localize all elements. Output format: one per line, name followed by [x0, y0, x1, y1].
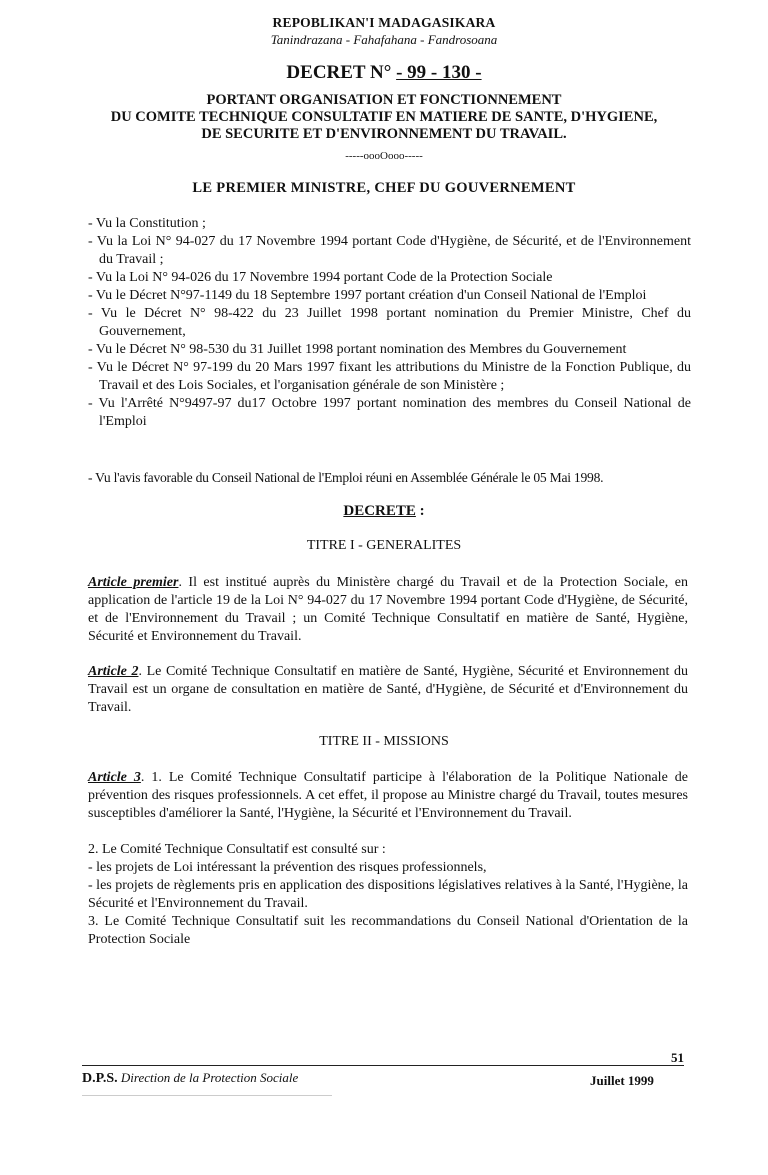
visa-item: - Vu le Décret N° 98-422 du 23 Juillet 1998 portant nomination du Premier Ministre, Chef du Gouvernement,: [88, 306, 691, 339]
decrete-label: DECRETE: [343, 503, 416, 519]
decree-prefix: DECRET N°: [286, 62, 397, 83]
titre-2-heading: TITRE II - MISSIONS: [319, 734, 449, 749]
visa-final: - Vu l'avis favorable du Conseil National de l'Emploi réuni en Assemblée Générale le 05 Mai 1998.: [88, 470, 604, 485]
national-motto: Tanindrazana - Fahafahana - Fandrosoana: [270, 32, 498, 47]
authority-heading: LE PREMIER MINISTRE, CHEF DU GOUVERNEMENT: [192, 180, 576, 196]
article-2-text: . Le Comité Technique Consultatif en matière de Santé, Hygiène, Sécurité et Environnement du Travail est un organe de consultation en matière de Santé, d'Hygiène, de Sécurité et d'Environnement du Travail.: [88, 664, 688, 715]
footer-source: [82, 1070, 298, 1087]
article-2: [88, 663, 688, 717]
footer-faint-rule: [82, 1095, 332, 1096]
visa-item: - Vu la Loi N° 94-027 du 17 Novembre 1994 portant Code d'Hygiène, de Sécurité, et de l'Environnement du Travail ;: [88, 234, 691, 267]
article-1: [88, 574, 688, 646]
decree-subject-line: DU COMITE TECHNIQUE CONSULTATIF EN MATIERE DE SANTE, D'HYGIENE,: [110, 109, 658, 125]
article-3-text: . 1. Le Comité Technique Consultatif participe à l'élaboration de la Politique Nationale de prévention des risques professionnels. A cet effet, il propose au Ministre chargé du Travail, toutes mesures susceptibles d'améliorer la Santé, l'Hygiène, la Sécurité et l'Environnement du Travail.: [88, 770, 688, 821]
visa-item: - Vu la Loi N° 94-026 du 17 Novembre 1994 portant Code de la Protection Sociale: [88, 270, 553, 285]
decree-subject: [60, 92, 708, 143]
decree-subject-line: PORTANT ORGANISATION ET FONCTIONNEMENT: [206, 92, 562, 108]
footer-divider: [82, 1065, 684, 1066]
republic-header: REPOBLIKAN'I MADAGASIKARA: [272, 15, 496, 30]
footer-direction: Direction de la Protection Sociale: [120, 1070, 299, 1085]
decree-subject-line: DE SECURITE ET D'ENVIRONNEMENT DU TRAVAIL.: [201, 126, 567, 142]
decrete-heading: [0, 503, 768, 520]
decree-number: - 99 - 130 -: [396, 62, 482, 83]
article-1-label: Article premier: [88, 575, 179, 590]
article-3-label: Article 3: [88, 770, 141, 785]
article-3-para-2-item: - les projets de Loi intéressant la prévention des risques professionnels,: [88, 860, 487, 875]
article-3-para-2-intro: 2. Le Comité Technique Consultatif est consulté sur :: [88, 842, 386, 857]
decrete-suffix: :: [415, 503, 425, 519]
article-3-para-2-item: - les projets de règlements pris en application des dispositions législatives relatives à la Santé, l'Hygiène, la Sécurité et l'Environnement du Travail.: [88, 878, 688, 911]
page-number: 51: [671, 1050, 684, 1065]
ornament-separator: -----oooOooo-----: [345, 150, 423, 162]
visa-item: - Vu la Constitution ;: [88, 216, 206, 231]
decree-title: [0, 62, 768, 84]
article-3-para-3: 3. Le Comité Technique Consultatif suit les recommandations du Conseil National d'Orientation de la Protection Sociale: [88, 914, 688, 947]
article-3: [88, 769, 688, 823]
visa-item: - Vu l'Arrêté N°9497-97 du17 Octobre 1997 portant nomination des membres du Conseil National de l'Emploi: [88, 396, 691, 429]
visa-item: - Vu le Décret N° 97-199 du 20 Mars 1997 fixant les attributions du Ministre de la Fonction Publique, du Travail et des Lois Sociales, et l'organisation générale de son Ministère ;: [88, 360, 691, 393]
titre-1-heading: TITRE I - GENERALITES: [306, 538, 462, 553]
article-1-text: . Il est institué auprès du Ministère chargé du Travail et de la Protection Sociale, en application de l'article 19 de la Loi N° 94-027 du 17 Novembre 1994 portant Code d'Hygiène, de Sécurité, et de l'Environnement du Travail ; un Comité Technique Consultatif en matière de Santé, Hygiène, Sécurité et Environnement du Travail.: [88, 575, 688, 644]
footer-date: Juillet 1999: [590, 1073, 654, 1088]
article-2-label: Article 2: [88, 664, 139, 679]
visa-list: [88, 215, 691, 431]
footer-dps: D.P.S.: [82, 1071, 118, 1086]
visa-item: - Vu le Décret N°97-1149 du 18 Septembre 1997 portant création d'un Conseil National de l'Emploi: [88, 288, 647, 303]
visa-item: - Vu le Décret N° 98-530 du 31 Juillet 1998 portant nomination des Membres du Gouvernement: [88, 342, 627, 357]
